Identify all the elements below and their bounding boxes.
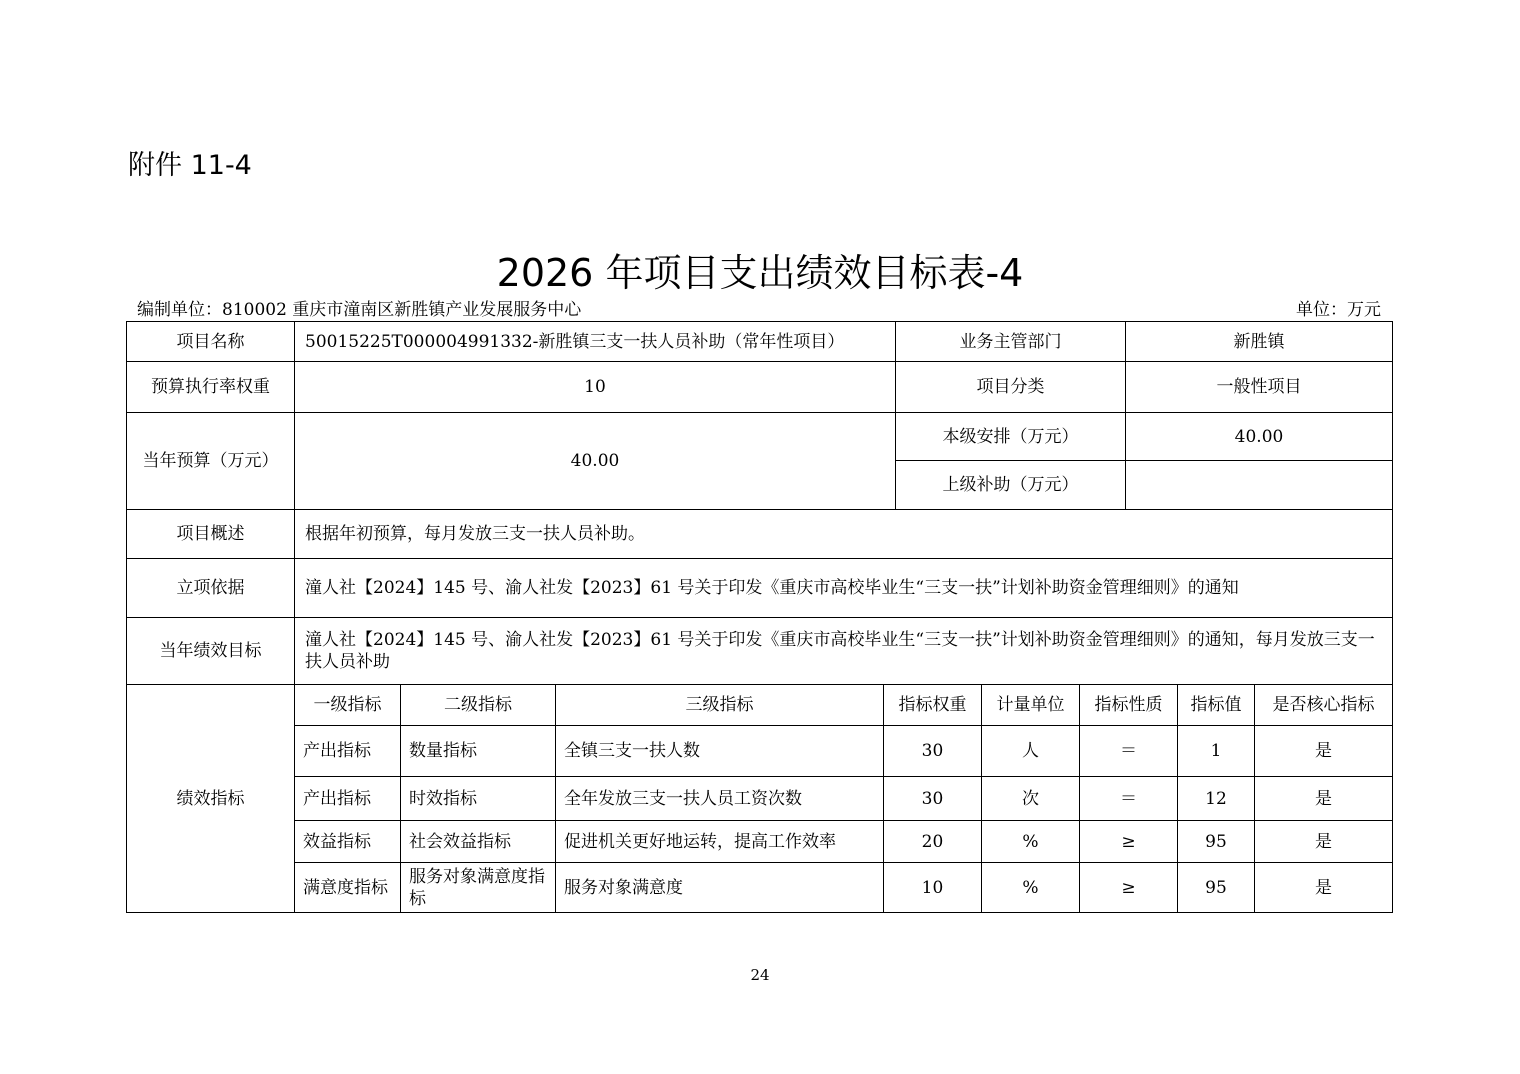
local-label: 本级安排（万元） [896,413,1126,461]
project-name-value: 50015225T000004991332-新胜镇三支一扶人员补助（常年性项目） [295,322,896,362]
overview-value: 根据年初预算，每月发放三支一扶人员补助。 [295,510,1393,559]
page-number: 24 [750,966,770,984]
upper-label: 上级补助（万元） [896,461,1126,510]
core-cell: 是 [1255,777,1393,821]
perf-header: 一级指标 [295,685,401,726]
unit-line: 单位：万元 [1296,300,1381,320]
perf-header: 指标值 [1178,685,1255,726]
category-value: 一般性项目 [1126,362,1393,413]
upper-value [1126,461,1393,510]
nature-cell: ≥ [1080,863,1178,913]
basis-label: 立项依据 [127,559,295,618]
nature-cell: ＝ [1080,726,1178,777]
level2-cell: 服务对象满意度指标 [401,863,556,913]
core-cell: 是 [1255,863,1393,913]
weight-cell: 20 [884,821,982,863]
project-name-label: 项目名称 [127,322,295,362]
core-cell: 是 [1255,726,1393,777]
value-cell: 95 [1178,821,1255,863]
level1-cell: 产出指标 [295,777,401,821]
level2-cell: 数量指标 [401,726,556,777]
budget-label: 当年预算（万元） [127,413,295,510]
weight-cell: 30 [884,726,982,777]
local-value: 40.00 [1126,413,1393,461]
exec-weight-value: 10 [295,362,896,413]
dept-value: 新胜镇 [1126,322,1393,362]
exec-weight-label: 预算执行率权重 [127,362,295,413]
perf-header: 计量单位 [982,685,1080,726]
category-label: 项目分类 [896,362,1126,413]
table-row [127,821,1393,863]
dept-label: 业务主管部门 [896,322,1126,362]
page-title: 2026 年项目支出绩效目标表-4 [496,251,1024,295]
weight-cell: 30 [884,777,982,821]
perf-header: 三级指标 [556,685,884,726]
unit-cell: % [982,863,1080,913]
value-cell: 1 [1178,726,1255,777]
perf-label: 绩效指标 [127,685,295,913]
level3-cell: 全年发放三支一扶人员工资次数 [556,777,884,821]
basis-value: 潼人社【2024】145 号、渝人社发【2023】61 号关于印发《重庆市高校毕业生“三支一扶”计划补助资金管理细则》的通知 [295,559,1393,618]
level3-cell: 服务对象满意度 [556,863,884,913]
perf-header: 二级指标 [401,685,556,726]
level2-cell: 社会效益指标 [401,821,556,863]
perf-header: 指标权重 [884,685,982,726]
level3-cell: 全镇三支一扶人数 [556,726,884,777]
level1-cell: 满意度指标 [295,863,401,913]
table-row [127,863,1393,913]
unit-cell: 人 [982,726,1080,777]
perf-header: 是否核心指标 [1255,685,1393,726]
table-row [127,726,1393,777]
core-cell: 是 [1255,821,1393,863]
level3-cell: 促进机关更好地运转，提高工作效率 [556,821,884,863]
unit-cell: 次 [982,777,1080,821]
overview-label: 项目概述 [127,510,295,559]
goal-label: 当年绩效目标 [127,618,295,685]
budget-value: 40.00 [295,413,896,510]
value-cell: 95 [1178,863,1255,913]
value-cell: 12 [1178,777,1255,821]
level1-cell: 效益指标 [295,821,401,863]
weight-cell: 10 [884,863,982,913]
org-line: 编制单位：810002 重庆市潼南区新胜镇产业发展服务中心 [137,300,582,320]
nature-cell: ≥ [1080,821,1178,863]
perf-header: 指标性质 [1080,685,1178,726]
attachment-label: 附件 11-4 [128,150,252,181]
table-row [127,777,1393,821]
unit-cell: % [982,821,1080,863]
project-info-table [126,321,1393,685]
goal-value: 潼人社【2024】145 号、渝人社发【2023】61 号关于印发《重庆市高校毕业生“三支一扶”计划补助资金管理细则》的通知，每月发放三支一扶人员补助 [295,618,1393,685]
level2-cell: 时效指标 [401,777,556,821]
nature-cell: ＝ [1080,777,1178,821]
performance-table [126,684,1393,913]
level1-cell: 产出指标 [295,726,401,777]
